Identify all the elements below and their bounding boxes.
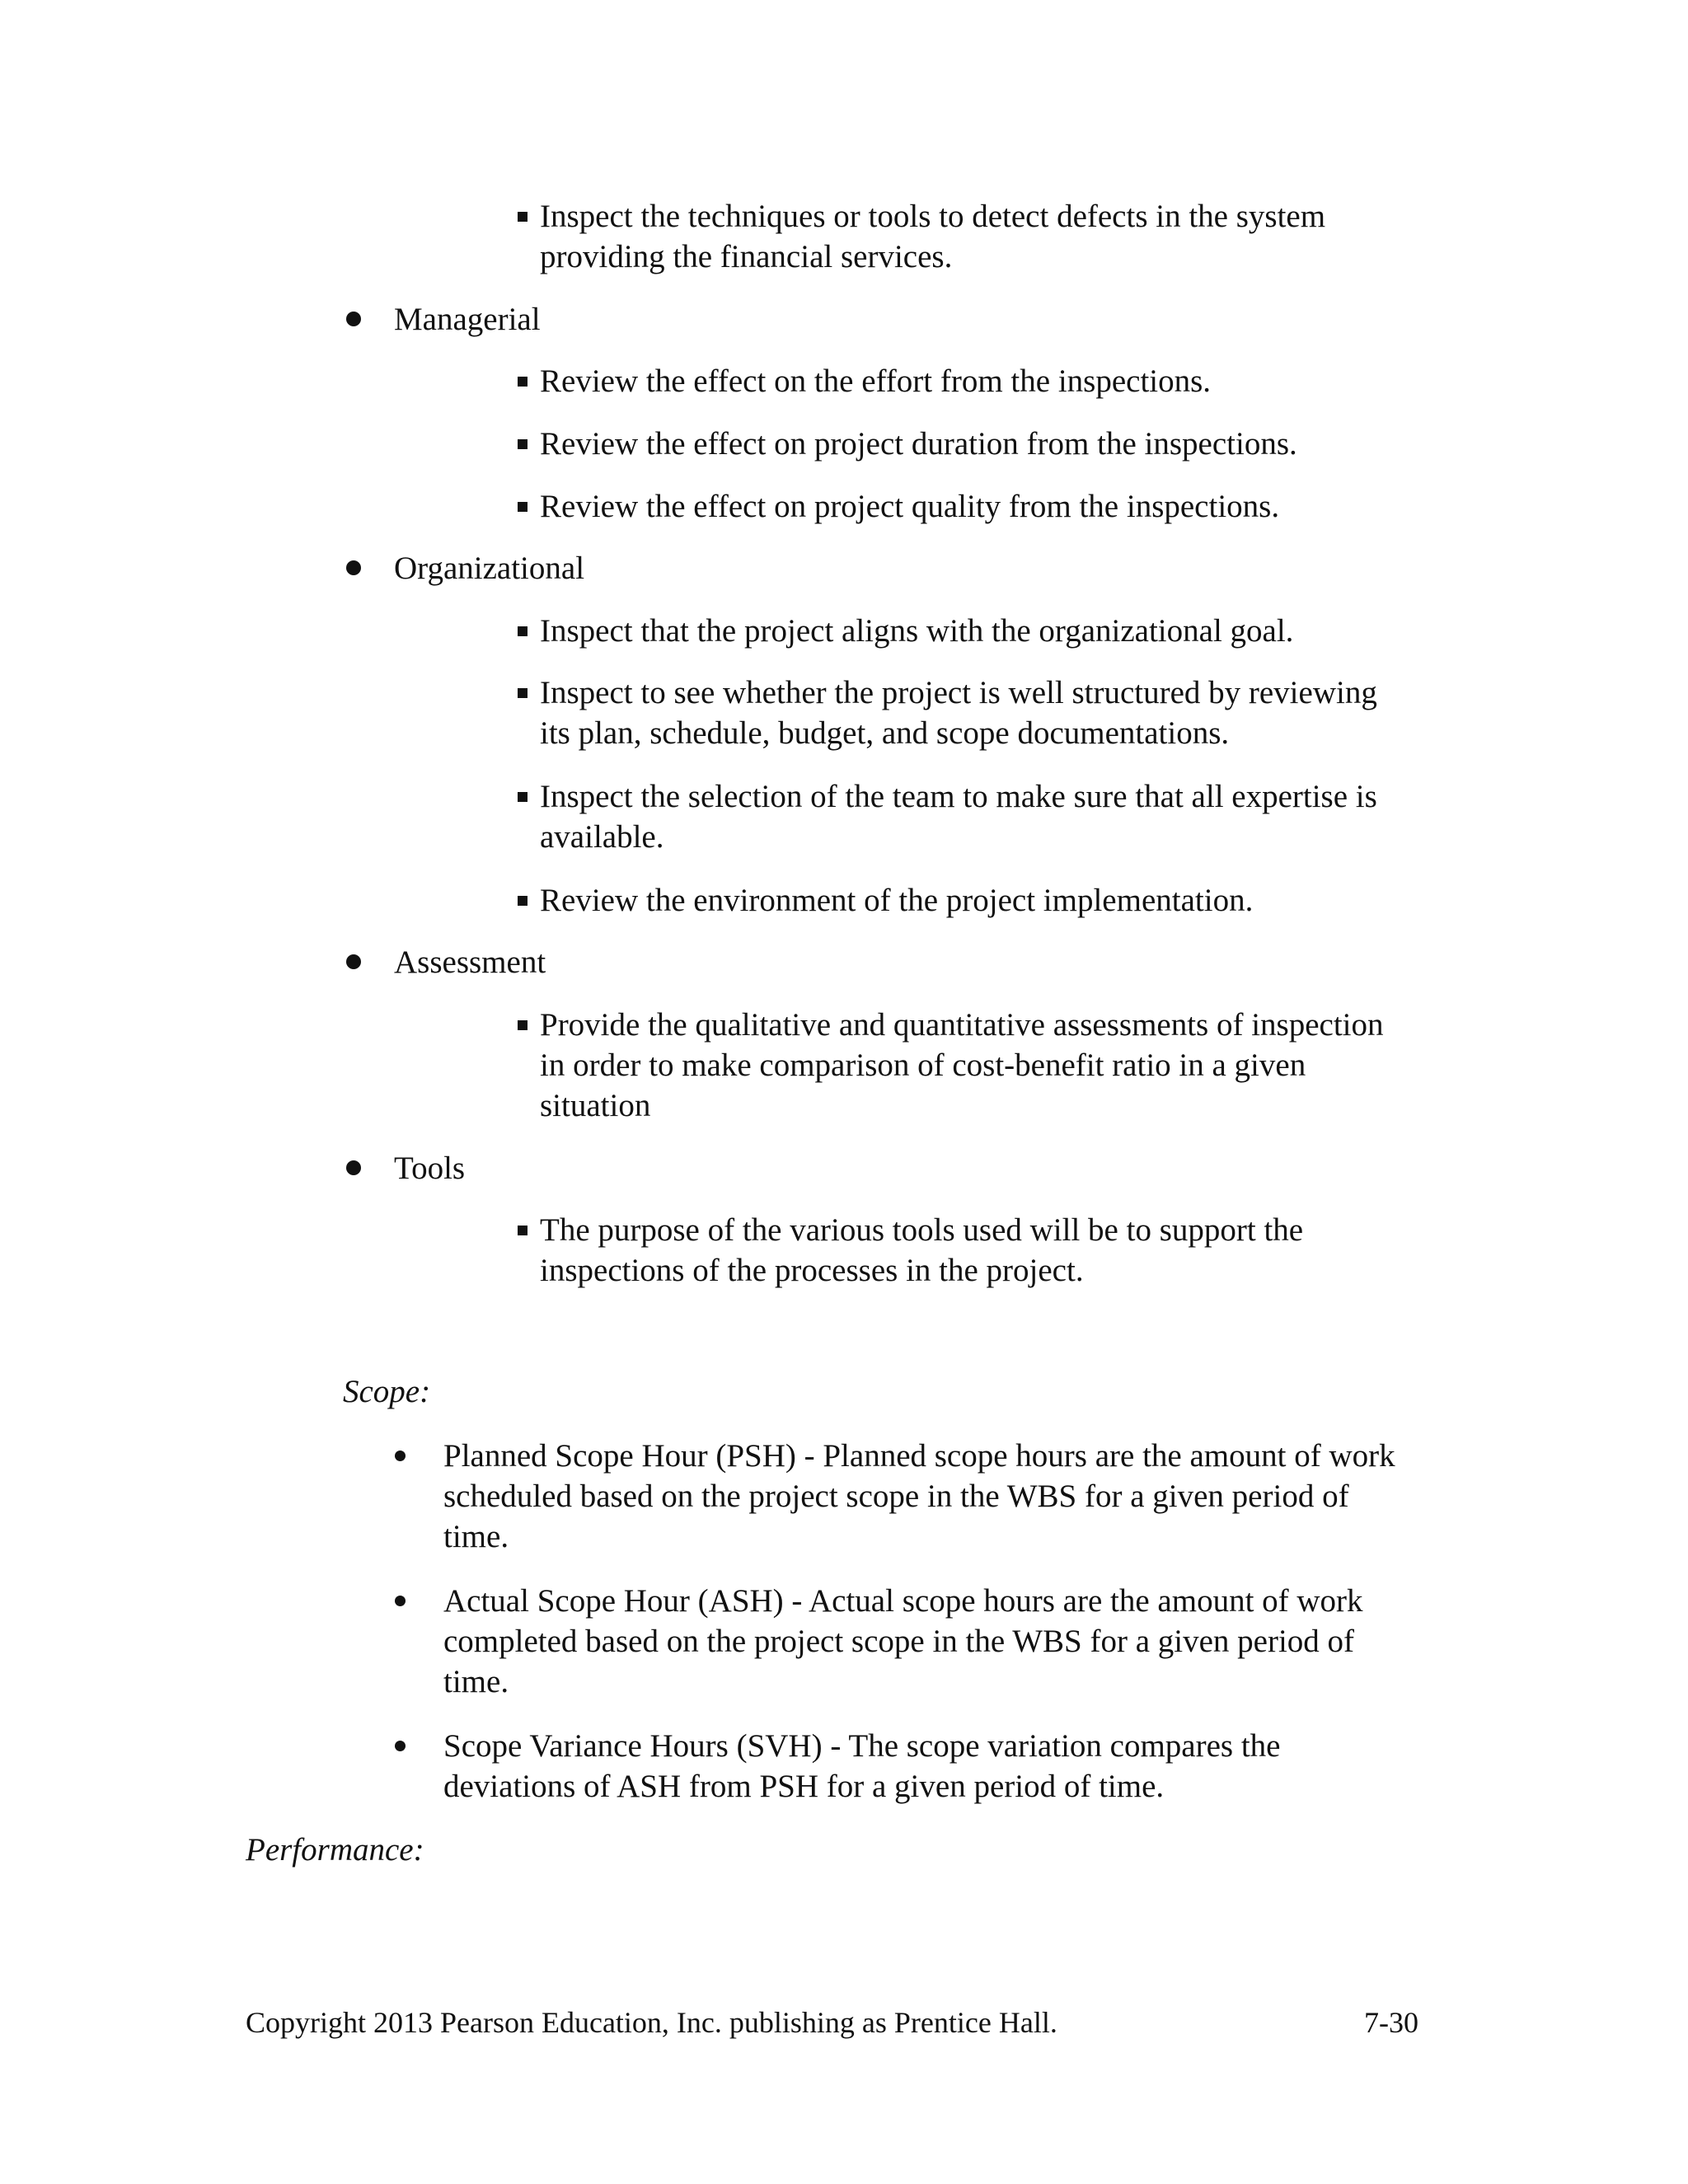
round-bullet-icon — [395, 1451, 406, 1461]
round-bullet-icon — [346, 1160, 361, 1175]
sub-bullet-text: The purpose of the various tools used will be to support the inspections of the processes in the project. — [540, 1212, 1304, 1288]
sub-bullet-text: Inspect that the project aligns with the organizational goal. — [540, 613, 1294, 649]
category-label: Managerial — [394, 302, 541, 337]
round-bullet-icon — [346, 312, 361, 326]
square-bullet-icon — [518, 688, 528, 698]
copyright-notice: Copyright 2013 Pearson Education, Inc. publishing as Prentice Hall. — [246, 2006, 1057, 2039]
round-bullet-icon — [346, 560, 361, 575]
sub-bullet-text: Review the environment of the project implementation. — [540, 883, 1254, 918]
page-number: 7-30 — [1364, 2006, 1418, 2039]
category-label: Organizational — [394, 551, 585, 586]
square-bullet-icon — [518, 502, 528, 512]
square-bullet-icon — [518, 1020, 528, 1030]
sub-bullet-text: Provide the qualitative and quantitative assessments of inspection in order to make comparison of cost-benefit ratio in a given situation — [540, 1007, 1384, 1123]
performance-heading: Performance: — [246, 1832, 424, 1868]
square-bullet-icon — [518, 792, 528, 802]
square-bullet-icon — [518, 1226, 528, 1235]
scope-heading: Scope: — [343, 1374, 431, 1409]
scope-item-text: Scope Variance Hours (SVH) - The scope variation compares the deviations of ASH from PSH for a given period of time. — [443, 1728, 1281, 1804]
scope-item-text: Actual Scope Hour (ASH) - Actual scope hours are the amount of work completed based on the project scope in the WBS for a given period of time. — [443, 1583, 1363, 1699]
square-bullet-icon — [518, 212, 528, 222]
square-bullet-icon — [518, 896, 528, 906]
round-bullet-icon — [395, 1596, 406, 1606]
sub-bullet-text: Review the effect on project duration from the inspections. — [540, 426, 1297, 462]
sub-bullet-text: Inspect the techniques or tools to detect defects in the system providing the financial services. — [540, 199, 1326, 274]
sub-bullet-text: Review the effect on the effort from the inspections. — [540, 363, 1212, 399]
sub-bullet-text: Inspect the selection of the team to make sure that all expertise is available. — [540, 779, 1377, 855]
category-label: Tools — [394, 1151, 466, 1186]
square-bullet-icon — [518, 626, 528, 636]
round-bullet-icon — [395, 1741, 406, 1751]
category-label: Assessment — [394, 944, 546, 980]
round-bullet-icon — [346, 954, 361, 969]
sub-bullet-text: Review the effect on project quality from the inspections. — [540, 489, 1280, 524]
sub-bullet-text: Inspect to see whether the project is well structured by reviewing its plan, schedule, budget, and scope documentations. — [540, 675, 1377, 751]
square-bullet-icon — [518, 439, 528, 449]
square-bullet-icon — [518, 377, 528, 387]
scope-item-text: Planned Scope Hour (PSH) - Planned scope hours are the amount of work scheduled based on the project scope in the WBS for a given period of time. — [443, 1438, 1395, 1554]
